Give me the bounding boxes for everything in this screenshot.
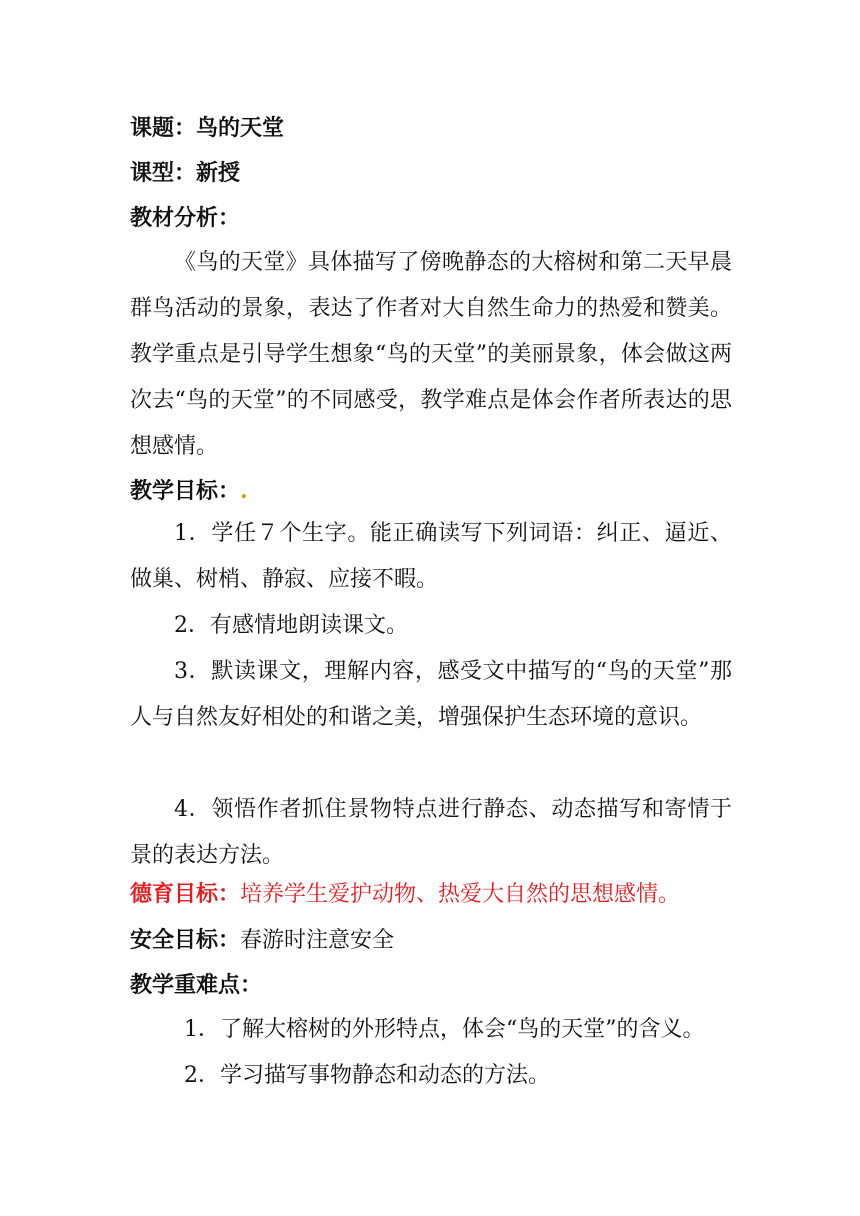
- objective-item-2: 2．有感情地朗读课文。: [174, 613, 408, 638]
- lesson-type-value: 新授: [196, 160, 241, 186]
- lesson-type: [130, 158, 240, 188]
- safety-goal-value: 春游时注意安全: [240, 928, 395, 953]
- key-points-heading: 教学重难点：: [130, 972, 263, 998]
- key-point-item-1: 1．了解大榕树的外形特点，体会“鸟的天堂”的含义。: [184, 1017, 705, 1042]
- objective-item-1: 1．学任７个生字。能正确读写下列词语：纠正、逼近、做巢、树梢、静寂、应接不暇。: [130, 521, 732, 592]
- lesson-title: [130, 113, 284, 143]
- lesson-title-label: 课题：: [130, 115, 197, 141]
- key-point-item-2: 2．学习描写事物静态和动态的方法。: [184, 1063, 550, 1088]
- safety-goal: [130, 925, 394, 956]
- objectives-heading-label: 教学目标：: [130, 478, 241, 504]
- objectives-heading: [130, 476, 248, 506]
- safety-goal-label: 安全目标：: [130, 927, 241, 953]
- objectives-mark: .: [240, 478, 248, 504]
- lesson-title-value: 鸟的天堂: [196, 115, 285, 141]
- objective-item-4: 4．领悟作者抓住景物特点进行静态、动态描写和寄情于景的表达方法。: [130, 797, 732, 868]
- moral-goal-label: 德育目标：: [130, 881, 241, 907]
- moral-goal: [130, 879, 680, 910]
- objective-item-3: 3．默读课文，理解内容，感受文中描写的“鸟的天堂”那人与自然友好相处的和谐之美，增强保护生态环境的意识。: [130, 659, 732, 730]
- analysis-heading: 教材分析：: [130, 205, 241, 231]
- lesson-type-label: 课型：: [130, 160, 197, 186]
- moral-goal-value: 培养学生爱护动物、热爱大自然的思想感情。: [240, 882, 681, 907]
- analysis-paragraph: 《鸟的天堂》具体描写了傍晚静态的大榕树和第二天早晨群鸟活动的景象，表达了作者对大自然生命力的热爱和赞美。教学重点是引导学生想象“鸟的天堂”的美丽景象，体会做这两次去“鸟的天堂”的不同感受，教学难点是体会作者所表达的思想感情。: [130, 250, 732, 459]
